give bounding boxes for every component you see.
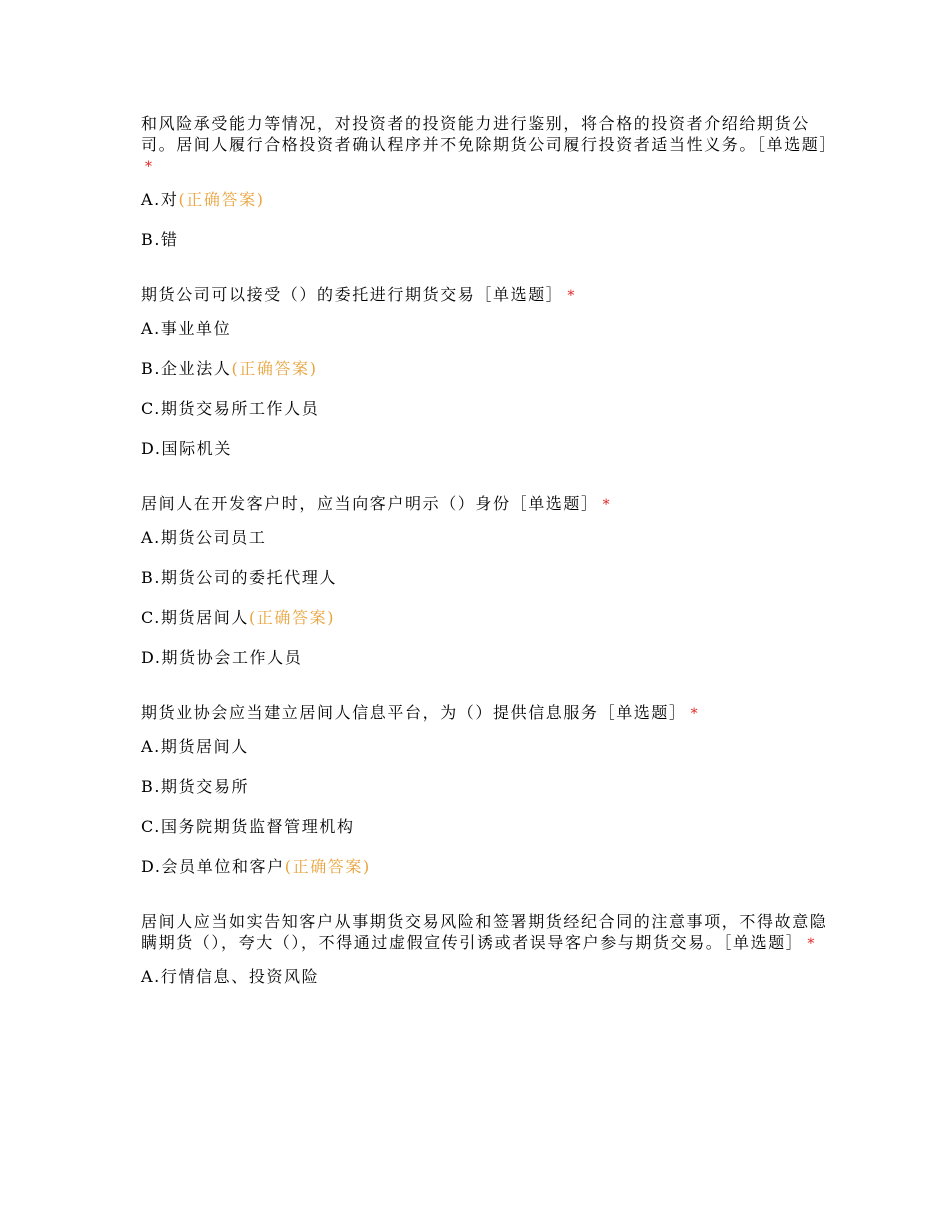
answer-option-label: A.期货公司员工 (141, 528, 267, 547)
question-block (141, 113, 838, 250)
question-block (141, 702, 831, 877)
question-text (141, 493, 831, 516)
answer-option[interactable] (141, 398, 831, 419)
answer-option[interactable] (141, 607, 831, 628)
answer-option[interactable] (141, 527, 831, 548)
answer-option-label: A.期货居间人 (141, 737, 249, 756)
answer-option-label: C.期货居间人 (141, 608, 249, 627)
question-block (141, 911, 831, 987)
answer-option-label: A.对 (141, 190, 179, 209)
answer-option[interactable] (141, 856, 831, 877)
answer-option-label: C.期货交易所工作人员 (141, 399, 320, 418)
question-block (141, 284, 831, 459)
answer-option[interactable] (141, 966, 831, 987)
question-text-content: 期货公司可以接受（）的委托进行期货交易［单选题］ (141, 285, 564, 304)
answer-option[interactable] (141, 189, 831, 210)
answer-option[interactable] (141, 647, 831, 668)
answer-option[interactable] (141, 438, 831, 459)
question-text-content: 和风险承受能力等情况，对投资者的投资能力进行鉴别，将合格的投资者介绍给期货公司。居间人履行合格投资者确认程序并不免除期货公司履行投资者适当性义务。［单选题］ (141, 114, 838, 154)
answer-option-label: B.错 (141, 230, 179, 249)
question-text (141, 113, 838, 178)
question-list (141, 113, 838, 1021)
correct-answer-tag: (正确答案) (284, 857, 371, 876)
required-asterisk: * (602, 497, 612, 513)
answer-option[interactable] (141, 776, 831, 797)
correct-answer-tag: (正确答案) (178, 190, 265, 209)
answer-option[interactable] (141, 358, 831, 379)
answer-option-label: C.国务院期货监督管理机构 (141, 817, 355, 836)
answer-option-label: D.会员单位和客户 (141, 857, 285, 876)
question-text (141, 702, 831, 725)
question-text (141, 911, 831, 955)
question-text-content: 居间人应当如实告知客户从事期货交易风险和签署期货经纪合同的注意事项，不得故意隐瞒期货（），夸大（），不得通过虚假宣传引诱或者误导客户参与期货交易。［单选题］ (141, 912, 828, 952)
answer-option[interactable] (141, 816, 831, 837)
answer-option-label: A.行情信息、投资风险 (141, 967, 320, 986)
correct-answer-tag: (正确答案) (231, 359, 318, 378)
answer-option[interactable] (141, 736, 831, 757)
required-asterisk: * (145, 159, 154, 175)
required-asterisk: * (567, 288, 577, 304)
question-block (141, 493, 831, 668)
answer-option-label: D.期货协会工作人员 (141, 648, 303, 667)
correct-answer-tag: (正确答案) (248, 608, 336, 627)
question-text (141, 284, 831, 307)
answer-option[interactable] (141, 567, 831, 588)
answer-option[interactable] (141, 318, 831, 339)
required-asterisk: * (807, 936, 817, 952)
answer-option-label: D.国际机关 (141, 439, 232, 458)
answer-option-label: B.企业法人 (141, 359, 232, 378)
answer-option-label: B.期货公司的委托代理人 (141, 568, 338, 587)
answer-option[interactable] (141, 229, 831, 250)
question-text-content: 期货业协会应当建立居间人信息平台，为（）提供信息服务［单选题］ (141, 703, 687, 722)
question-text-content: 居间人在开发客户时，应当向客户明示（）身份［单选题］ (141, 494, 599, 513)
required-asterisk: * (690, 706, 700, 722)
answer-option-label: A.事业单位 (141, 319, 232, 338)
answer-option-label: B.期货交易所 (141, 777, 250, 796)
